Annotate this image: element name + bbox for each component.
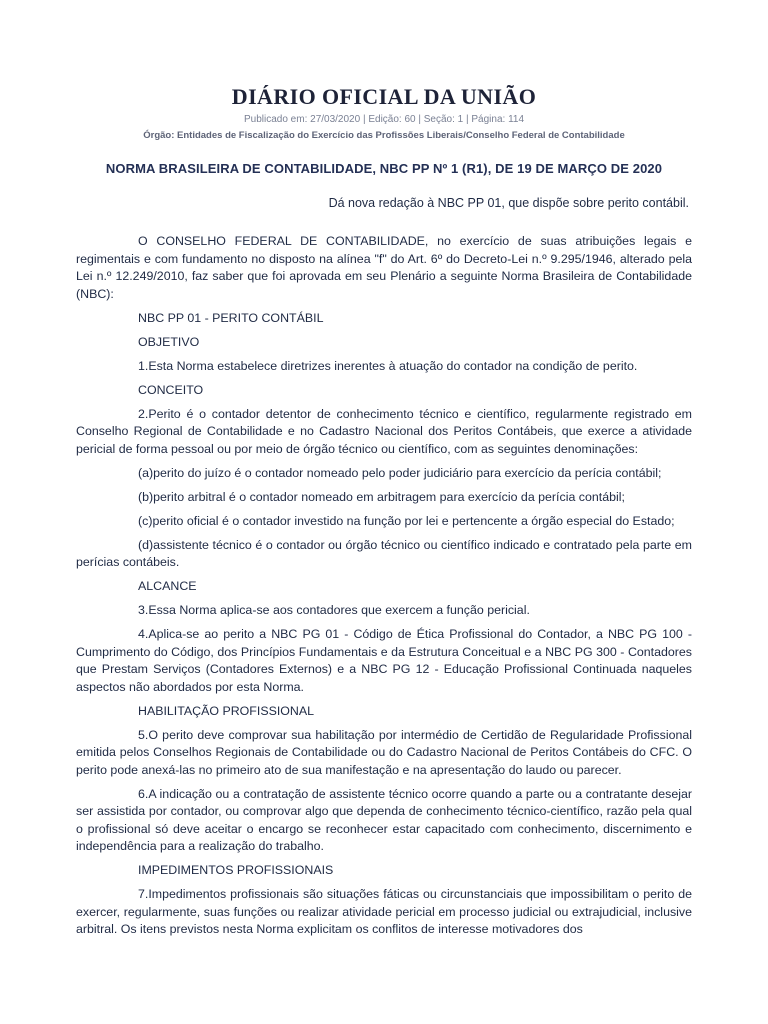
item-7: 7.Impedimentos profissionais são situações fáticas ou circunstanciais que impossibilitam o perito de exercer, regularmente, suas funções ou realizar atividade pericial em processo judicial ou extrajudicial, inclusive arbitral. Os itens previstos nesta Norma explicitam os conflitos de interesse motivadores dos xyxy=(76,887,692,936)
item-1: 1.Esta Norma estabelece diretrizes inerentes à atuação do contador na condição de perito. xyxy=(138,358,638,373)
item-2: 2.Perito é o contador detentor de conhecimento técnico e científico, regularmente registrado em Conselho Regional de Contabilidade e no Cadastro Nacional dos Peritos Contábeis, que exerce a atividade pericial de forma pessoal ou por meio de órgão técnico ou científico, com as seguintes denominações: xyxy=(76,406,692,456)
item-6: 6.A indicação ou a contratação de assistente técnico ocorre quando a parte ou a contratante desejar ser assistida por contador, ou comprovar algo que dependa de conhecimento técnico-científico, razão pela qual o profissional só deve aceitar o encargo se reconhecer estar capacitado com conhecimento, discernimento e independência para a realização do trabalho. xyxy=(76,786,692,853)
item-2c: (c)perito oficial é o contador investido na função por lei e pertencente a órgão especial do Estado; xyxy=(138,513,675,528)
publication-info: Publicado em: 27/03/2020 | Edição: 60 | Seção: 1 | Página: 114 xyxy=(243,114,525,125)
item-2a: (a)perito do juízo é o contador nomeado pelo poder judiciário para exercício da perícia contábil; xyxy=(138,465,662,480)
item-3: 3.Essa Norma aplica-se aos contadores que exercem a função pericial. xyxy=(138,603,530,617)
norma-title: NORMA BRASILEIRA DE CONTABILIDADE, NBC PP Nº 1 (R1), DE 19 DE MARÇO DE 2020 xyxy=(105,161,663,176)
item-2d: (d)assistente técnico é o contador ou órgão técnico ou científico indicado e contratado pela parte em perícias contábeis. xyxy=(76,537,692,569)
item-4: 4.Aplica-se ao perito a NBC PG 01 - Código de Ética Profissional do Contador, a NBC PG 100 - Cumprimento do Código, dos Princípios Fundamentais e da Estrutura Conceitual e a NBC PG 300 - Contadores que Prestam Serviços (Contadores Externos) e a NBC PG 12 - Educação Profissional Continuada naqueles aspectos não abordados por esta Norma. xyxy=(76,627,692,694)
issuing-organ xyxy=(0,130,768,141)
section-heading-objetivo: OBJETIVO xyxy=(138,334,200,349)
section-heading-habilitacao: HABILITAÇÃO PROFISSIONAL xyxy=(138,703,315,718)
section-heading-alcance: ALCANCE xyxy=(138,579,197,593)
item-5: 5.O perito deve comprovar sua habilitação por intermédio de Certidão de Regularidade Profissional emitida pelos Conselhos Regionais de Contabilidade ou do Cadastro Nacional de Peritos Contábeis do CFC. O perito pode anexá-las no primeiro ato de sua manifestação e na apresentação do laudo ou parecer. xyxy=(76,727,692,777)
document-body xyxy=(76,233,692,945)
item-2b: (b)perito arbitral é o contador nomeado em arbitragem para exercício da perícia contábil; xyxy=(138,489,625,504)
publication-title: DIÁRIO OFICIAL DA UNIÃO xyxy=(231,84,537,109)
issuing-organ-label: Órgão: xyxy=(143,130,175,141)
masthead xyxy=(0,84,768,141)
preamble-paragraph: O CONSELHO FEDERAL DE CONTABILIDADE, no exercício de suas atribuições legais e regimentais e com fundamento no disposto na alínea "f" do Art. 6º do Decreto-Lei n.º 9.295/1946, alterado pela Lei n.º 12.249/2010, faz saber que foi aprovada em seu Plenário a seguinte Norma Brasileira de Contabilidade (NBC): xyxy=(76,234,692,301)
norma-heading: NBC PP 01 - PERITO CONTÁBIL xyxy=(138,310,324,325)
norma-ementa: Dá nova redação à NBC PP 01, que dispõe sobre perito contábil. xyxy=(328,196,689,210)
section-heading-conceito: CONCEITO xyxy=(138,382,204,397)
issuing-organ-text: Entidades de Fiscalização do Exercício das Profissões Liberais/Conselho Federal de Contabilidade xyxy=(177,130,625,141)
section-heading-impedimentos: IMPEDIMENTOS PROFISSIONAIS xyxy=(138,863,334,877)
